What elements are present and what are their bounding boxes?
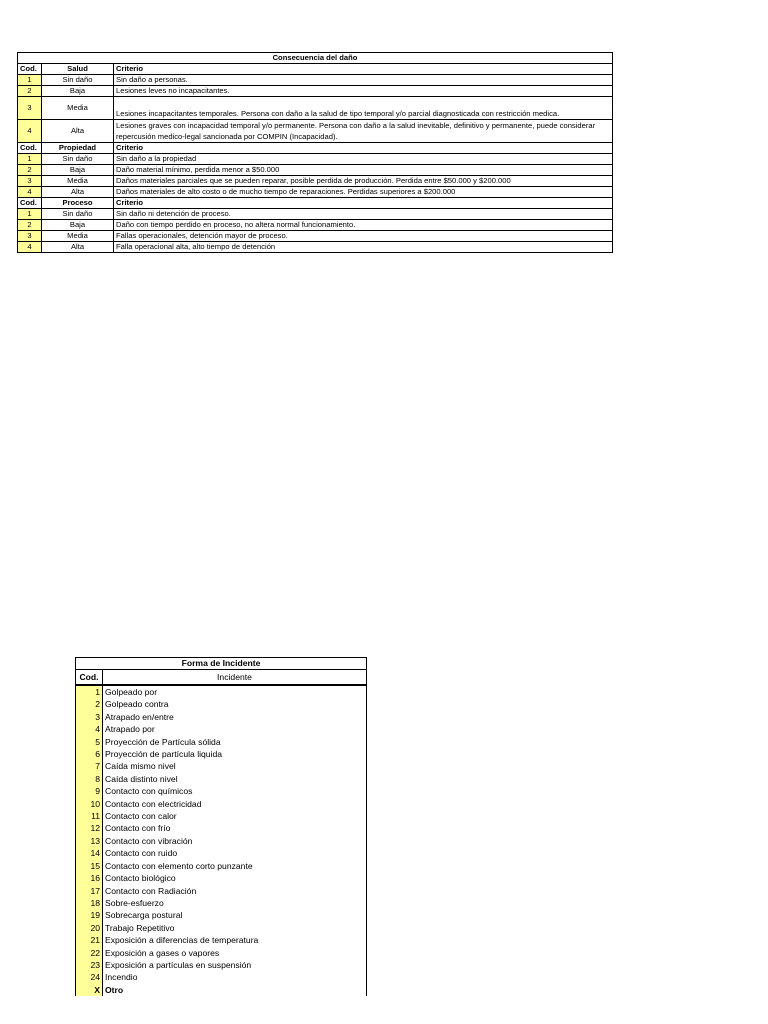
- incident-name: Golpeado por: [103, 685, 367, 698]
- table-row: [18, 176, 613, 187]
- criterio-cell: Daños materiales parciales que se pueden reparar, posible perdida de producción. Perdida entre $50.000 y $200.000: [114, 176, 613, 187]
- level-cell: Sin daño: [42, 154, 114, 165]
- code-cell: 2: [18, 165, 42, 176]
- col-header-proceso: Proceso: [42, 198, 114, 209]
- incident-name: Exposición a diferencias de temperatura: [103, 934, 367, 946]
- incident-name: Incendio: [103, 971, 367, 983]
- incident-code: 21: [76, 934, 103, 946]
- code-cell: 1: [18, 209, 42, 220]
- incident-name: Atrapado por: [103, 723, 367, 735]
- list-item: [76, 922, 367, 934]
- criterio-cell: Sin daño a personas.: [114, 75, 613, 86]
- list-item: [76, 847, 367, 859]
- incident-code: 4: [76, 723, 103, 735]
- code-cell: 4: [18, 187, 42, 198]
- col-header-criterio: Criterio: [114, 143, 613, 154]
- incident-name: Trabajo Repetitivo: [103, 922, 367, 934]
- criterio-cell: Sin daño ni detención de proceso.: [114, 209, 613, 220]
- incident-code: 5: [76, 736, 103, 748]
- incident-code: 23: [76, 959, 103, 971]
- incident-code: 20: [76, 922, 103, 934]
- incident-code: 15: [76, 860, 103, 872]
- table-row: [18, 242, 613, 253]
- forma-incidente-title: Forma de Incidente: [76, 658, 367, 670]
- level-cell: Alta: [42, 120, 114, 143]
- table-row: [18, 154, 613, 165]
- incident-name: Contacto con elemento corto punzante: [103, 860, 367, 872]
- code-cell: 4: [18, 120, 42, 143]
- list-item: [76, 723, 367, 735]
- incident-name: Sobrecarga postural: [103, 909, 367, 921]
- table-row: [18, 187, 613, 198]
- incident-name: Exposición a gases o vapores: [103, 947, 367, 959]
- list-item: [76, 947, 367, 959]
- criterio-cell: Daños materiales de alto costo o de mucho tiempo de reparaciones. Perdidas superiores a $200.000: [114, 187, 613, 198]
- col-header-cod: Cod.: [18, 64, 42, 75]
- code-cell: 1: [18, 154, 42, 165]
- code-cell: 2: [18, 220, 42, 231]
- criterio-cell: Lesiones leves no incapacitantes.: [114, 86, 613, 97]
- level-cell: Baja: [42, 165, 114, 176]
- list-item: [76, 698, 367, 710]
- incident-name: Exposición a partículas en suspensión: [103, 959, 367, 971]
- list-item: [76, 711, 367, 723]
- col-header-incidente: Incidente: [103, 670, 367, 686]
- col-header-propiedad: Propiedad: [42, 143, 114, 154]
- list-item: [76, 959, 367, 971]
- level-cell: Media: [42, 176, 114, 187]
- level-cell: Alta: [42, 242, 114, 253]
- list-item: [76, 860, 367, 872]
- criterio-cell: Lesiones graves con incapacidad temporal y/o permanente. Persona con daño a la salud inevitable, definitivo y permanente, puede considerar repercusión medico-legal sancionada por COMPIN (Incapacidad).: [114, 120, 613, 143]
- table-row: [18, 86, 613, 97]
- col-header-salud: Salud: [42, 64, 114, 75]
- incident-code: 18: [76, 897, 103, 909]
- list-item: [76, 773, 367, 785]
- incident-name: Contacto con electricidad: [103, 798, 367, 810]
- incident-name: Proyección de Partícula sólida: [103, 736, 367, 748]
- table-row: [18, 120, 613, 143]
- incident-name: Contacto con ruido: [103, 847, 367, 859]
- incident-code: 17: [76, 885, 103, 897]
- incident-code: 22: [76, 947, 103, 959]
- list-item: [76, 835, 367, 847]
- incident-code: X: [76, 984, 103, 996]
- code-cell: 3: [18, 97, 42, 120]
- level-cell: Media: [42, 97, 114, 120]
- table-row: [18, 165, 613, 176]
- incident-code: 11: [76, 810, 103, 822]
- incident-code: 1: [76, 685, 103, 698]
- list-item: [76, 885, 367, 897]
- list-item: [76, 736, 367, 748]
- list-item: [76, 971, 367, 983]
- criterio-cell: Sin daño a la propiedad: [114, 154, 613, 165]
- table-row: [18, 209, 613, 220]
- code-cell: 3: [18, 231, 42, 242]
- consecuencia-table: [17, 52, 613, 253]
- table-row: [18, 97, 613, 120]
- list-item: [76, 822, 367, 834]
- incident-name: Contacto con químicos: [103, 785, 367, 797]
- col-header-cod: Cod.: [18, 143, 42, 154]
- list-item: [76, 810, 367, 822]
- list-item: [76, 872, 367, 884]
- list-item: [76, 984, 367, 996]
- incident-name: Sobre-esfuerzo: [103, 897, 367, 909]
- criterio-cell: Daño con tiempo perdido en proceso, no altera normal funcionamiento.: [114, 220, 613, 231]
- level-cell: Sin daño: [42, 75, 114, 86]
- incident-code: 6: [76, 748, 103, 760]
- forma-incidente-table: [75, 657, 367, 996]
- criterio-cell: Daño material mínimo, perdida menor a $50.000: [114, 165, 613, 176]
- col-header-cod: Cod.: [76, 670, 103, 686]
- list-item: [76, 785, 367, 797]
- list-item: [76, 748, 367, 760]
- table-row: [18, 220, 613, 231]
- incident-code: 9: [76, 785, 103, 797]
- incident-name: Contacto biológico: [103, 872, 367, 884]
- incident-code: 13: [76, 835, 103, 847]
- code-cell: 3: [18, 176, 42, 187]
- incident-name: Caída mismo nivel: [103, 760, 367, 772]
- incident-name: Contacto con frío: [103, 822, 367, 834]
- level-cell: Sin daño: [42, 209, 114, 220]
- incident-name: Golpeado contra: [103, 698, 367, 710]
- incident-code: 3: [76, 711, 103, 723]
- level-cell: Media: [42, 231, 114, 242]
- incident-code: 24: [76, 971, 103, 983]
- incident-code: 12: [76, 822, 103, 834]
- code-cell: 2: [18, 86, 42, 97]
- incident-code: 19: [76, 909, 103, 921]
- incident-name: Otro: [103, 984, 367, 996]
- code-cell: 1: [18, 75, 42, 86]
- incident-code: 16: [76, 872, 103, 884]
- incident-code: 10: [76, 798, 103, 810]
- table-row: [18, 75, 613, 86]
- incident-name: Caída distinto nivel: [103, 773, 367, 785]
- consecuencia-title: Consecuencia del daño: [18, 53, 613, 64]
- col-header-criterio: Criterio: [114, 64, 613, 75]
- list-item: [76, 934, 367, 946]
- col-header-criterio: Criterio: [114, 198, 613, 209]
- col-header-cod: Cod.: [18, 198, 42, 209]
- incident-code: 8: [76, 773, 103, 785]
- code-cell: 4: [18, 242, 42, 253]
- incident-name: Atrapado en/entre: [103, 711, 367, 723]
- table-row: [18, 231, 613, 242]
- list-item: [76, 760, 367, 772]
- criterio-cell: Falla operacional alta, alto tiempo de detención: [114, 242, 613, 253]
- incident-name: Proyección de partícula liquida: [103, 748, 367, 760]
- incident-code: 14: [76, 847, 103, 859]
- list-item: [76, 897, 367, 909]
- incident-code: 7: [76, 760, 103, 772]
- criterio-cell: Fallas operacionales, detención mayor de proceso.: [114, 231, 613, 242]
- list-item: [76, 909, 367, 921]
- criterio-cell: Lesiones incapacitantes temporales. Persona con daño a la salud de tipo temporal y/o parcial diagnosticada con restricción medica.: [114, 97, 613, 120]
- list-item: [76, 685, 367, 698]
- incident-name: Contacto con Radiación: [103, 885, 367, 897]
- incident-code: 2: [76, 698, 103, 710]
- incident-name: Contacto con calor: [103, 810, 367, 822]
- level-cell: Alta: [42, 187, 114, 198]
- incident-name: Contacto con vibración: [103, 835, 367, 847]
- level-cell: Baja: [42, 86, 114, 97]
- list-item: [76, 798, 367, 810]
- level-cell: Baja: [42, 220, 114, 231]
